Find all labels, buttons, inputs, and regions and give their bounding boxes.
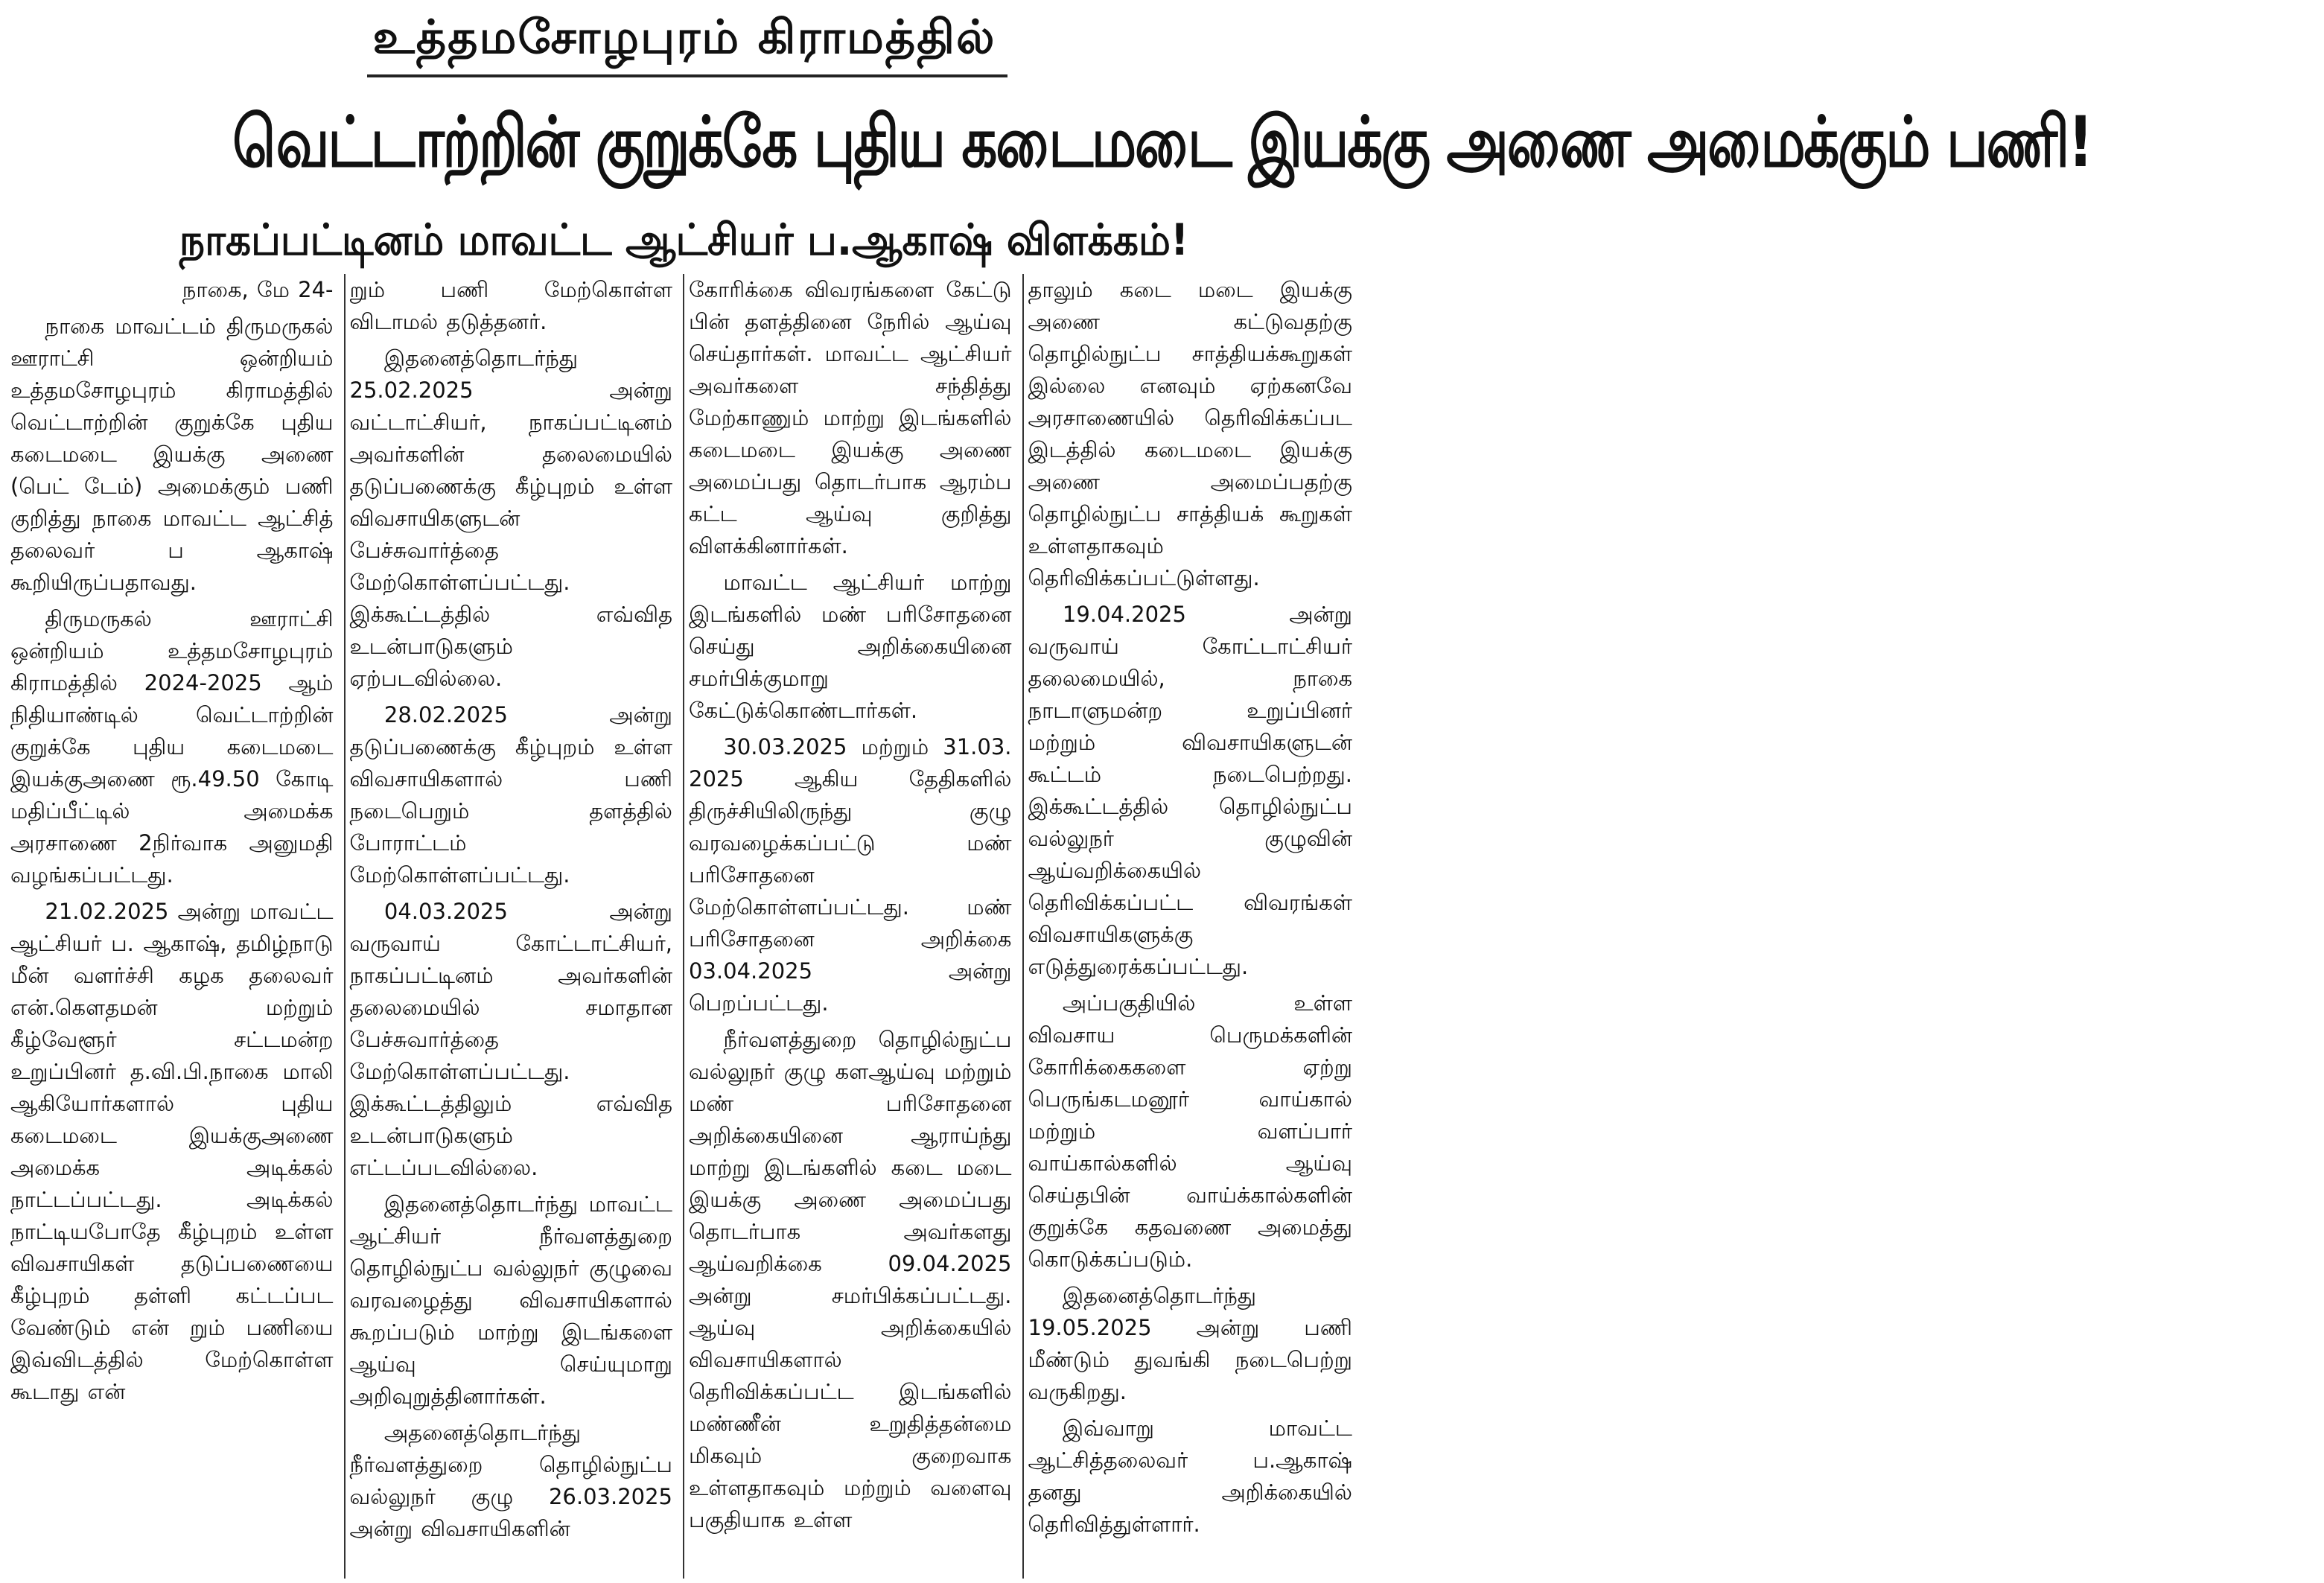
paragraph: 28.02.2025 அன்று தடுப்பணைக்கு கீழ்புறம் உள்ள விவசாயிகளால் பணி நடைபெறும் தளத்தில் போராட்டம் மேற்கொள்ளப்பட்டது. [349, 702, 672, 888]
paragraph: 30.03.2025 மற்றும் 31.03. 2025 ஆகிய தேதிகளில் திருச்சியிலிருந்து குழு வரவழைக்கப்பட்டு மண் பரிசோதனை மேற்கொள்ளப்பட்டது. மண் பரிசோதனை அறிக்கை 03.04.2025 அன்று பெறப்பட்டது. [689, 734, 1012, 1016]
subheadline [0, 210, 1369, 270]
paragraph: அதனைத்தொடர்ந்து நீர்வளத்துறை தொழில்நுட்ப வல்லுநர் குழு 26.03.2025 அன்று விவசாயிகளின் [349, 1420, 672, 1541]
paragraph: றும் பணி மேற்கொள்ள விடாமல் தடுத்தனர். [349, 277, 672, 334]
paragraph: அப்பகுதியில் உள்ள விவசாய பெருமக்களின் கோரிக்கைகளை ஏற்று பெருங்கடமனூர் வாய்கால் மற்றும் வளப்பார் வாய்கால்களில் ஆய்வு செய்தபின் வாய்க்கால்களின் குறுக்கே கதவணை அமைத்து கொடுக்கப்படும். [1028, 990, 1352, 1272]
dateline: நாகை, மே 24- [182, 277, 334, 302]
paragraph: இவ்வாறு மாவட்ட ஆட்சித்தலைவர் ப.ஆகாஷ் தனது அறிக்கையில் தெரிவித்துள்ளார். [1028, 1415, 1352, 1537]
paragraph: தாலும் கடை மடை இயக்கு அணை கட்டுவதற்கு தொழில்நுட்ப சாத்தியக்கூறுகள் இல்லை எனவும் ஏற்கனவே அரசாணையில் தெரிவிக்கப்பட இடத்தில் கடைமடை இயக்கு அணை அமைப்பதற்கு தொழில்நுட்ப சாத்தியக் கூறுகள் உள்ளதாகவும் தெரிவிக்கப்பட்டுள்ளது. [1028, 277, 1352, 590]
paragraph: 21.02.2025 அன்று மாவட்ட ஆட்சியர் ப. ஆகாஷ், தமிழ்நாடு மீன் வளர்ச்சி கழக தலைவர் என்.கௌதமன் மற்றும் கீழ்வேளூர் சட்டமன்ற உறுப்பினர் த.வி.பி.நாகை மாலி ஆகியோர்களால் புதிய கடைமடை இயக்குஅணை அமைக்க அடிக்கல் நாட்டப்பட்டது. அடிக்கல் நாட்டியபோதே கீழ்புறம் உள்ள விவசாயிகள் தடுப்பணையை கீழ்புறம் தள்ளி கட்டப்பட வேண்டும் என் றும் பணியை இவ்விடத்தில் மேற்கொள்ள கூடாது என் [10, 899, 334, 1404]
paragraph: இதனைத்தொடர்ந்து மாவட்ட ஆட்சியர் நீர்வளத்துறை தொழில்நுட்ப வல்லுநர் குழுவை வரவழைத்து விவசாயிகளால் கூறப்படும் மாற்று இடங்களை ஆய்வு செய்யுமாறு அறிவுறுத்தினார்கள். [349, 1191, 672, 1409]
column-4 [1024, 274, 1363, 1579]
article-body [6, 274, 1363, 1579]
headline-text: வெட்டாற்றின் குறுக்கே புதிய கடைமடை இயக்கு அணை அமைக்கும் பணி! [232, 102, 2092, 183]
paragraph: கோரிக்கை விவரங்களை கேட்டு பின் தளத்தினை நேரில் ஆய்வு செய்தார்கள். மாவட்ட ஆட்சியர் அவர்களை சந்தித்து மேற்காணும் மாற்று இடங்களில் கடைமடை இயக்கு அணை அமைப்பது தொடர்பாக ஆரம்ப கட்ட ஆய்வு குறித்து விளக்கினார்கள். [689, 277, 1012, 558]
headline [0, 83, 2092, 203]
column-1 [6, 274, 346, 1579]
paragraph: மாவட்ட ஆட்சியர் மாற்று இடங்களில் மண் பரிசோதனை செய்து அறிக்கையினை சமர்பிக்குமாறு கேட்டுக்கொண்டார்கள். [689, 570, 1012, 723]
paragraph: நாகை மாவட்டம் திருமருகல் ஊராட்சி ஒன்றியம் உத்தமசோழபுரம் கிராமத்தில் வெட்டாற்றின் குறுக்கே புதிய கடைமடை இயக்கு அணை (பெட் டேம்) அமைக்கும் பணி குறித்து நாகை மாவட்ட ஆட்சித் தலைவர் ப ஆகாஷ் கூறியிருப்பதாவது. [10, 313, 334, 595]
paragraph: நீர்வளத்துறை தொழில்நுட்ப வல்லுநர் குழு களஆய்வு மற்றும் மண் பரிசோதனை அறிக்கையினை ஆராய்ந்து மாற்று இடங்களில் கடை மடை இயக்கு அணை அமைப்பது தொடர்பாக அவர்களது ஆய்வறிக்கை 09.04.2025 அன்று சமர்பிக்கப்பட்டது. ஆய்வு அறிக்கையில் விவசாயிகளால் தெரிவிக்கப்பட்ட இடங்களில் மண்ணீன் உறுதித்தன்மை மிகவும் குறைவாக உள்ளதாகவும் மற்றும் வளைவு பகுதியாக உள்ள [689, 1027, 1012, 1532]
kicker-heading: உத்தமசோழபுரம் கிராமத்தில் [372, 10, 996, 64]
column-3 [684, 274, 1024, 1579]
column-2 [346, 274, 685, 1579]
paragraph: 04.03.2025 அன்று வருவாய் கோட்டாட்சியர், நாகப்பட்டினம் அவர்களின் தலைமையில் சமாதான பேச்சுவார்த்தை மேற்கொள்ளப்பட்டது. இக்கூட்டத்திலும் எவ்வித உடன்பாடுகளும் எட்டப்படவில்லை. [349, 899, 672, 1180]
paragraph: இதனைத்தொடர்ந்து 19.05.2025 அன்று பணி மீண்டும் துவங்கி நடைபெற்று வருகிறது. [1028, 1283, 1352, 1404]
paragraph: 19.04.2025 அன்று வருவாய் கோட்டாட்சியர் தலைமையில், நாகை நாடாளுமன்ற உறுப்பினர் மற்றும் விவசாயிகளுடன் கூட்டம் நடைபெற்றது. இக்கூட்டத்தில் தொழில்நுட்ப வல்லுநர் குழுவின் ஆய்வறிக்கையில் தெரிவிக்கப்பட்ட விவரங்கள் விவசாயிகளுக்கு எடுத்துரைக்கப்பட்டது. [1028, 602, 1352, 979]
kicker-underline [367, 74, 1007, 77]
subheadline-text: நாகப்பட்டினம் மாவட்ட ஆட்சியர் ப.ஆகாஷ் விளக்கம்! [179, 214, 1189, 265]
paragraph: திருமருகல் ஊராட்சி ஒன்றியம் உத்தமசோழபுரம் கிராமத்தில் 2024-2025 ஆம் நிதியாண்டில் வெட்டாற்றின் குறுக்கே புதிய கடைமடை இயக்குஅணை ரூ.49.50 கோடி மதிப்பீட்டில் அமைக்க அரசாணை 2நிர்வாக அனுமதி வழங்கப்பட்டது. [10, 606, 334, 888]
paragraph: இதனைத்தொடர்ந்து 25.02.2025 அன்று வட்டாட்சியர், நாகப்பட்டினம் அவர்களின் தலைமையில் தடுப்பணைக்கு கீழ்புறம் உள்ள விவசாயிகளுடன் பேச்சுவார்த்தை மேற்கொள்ளப்பட்டது. இக்கூட்டத்தில் எவ்வித உடன்பாடுகளும் ஏற்படவில்லை. [349, 345, 672, 691]
